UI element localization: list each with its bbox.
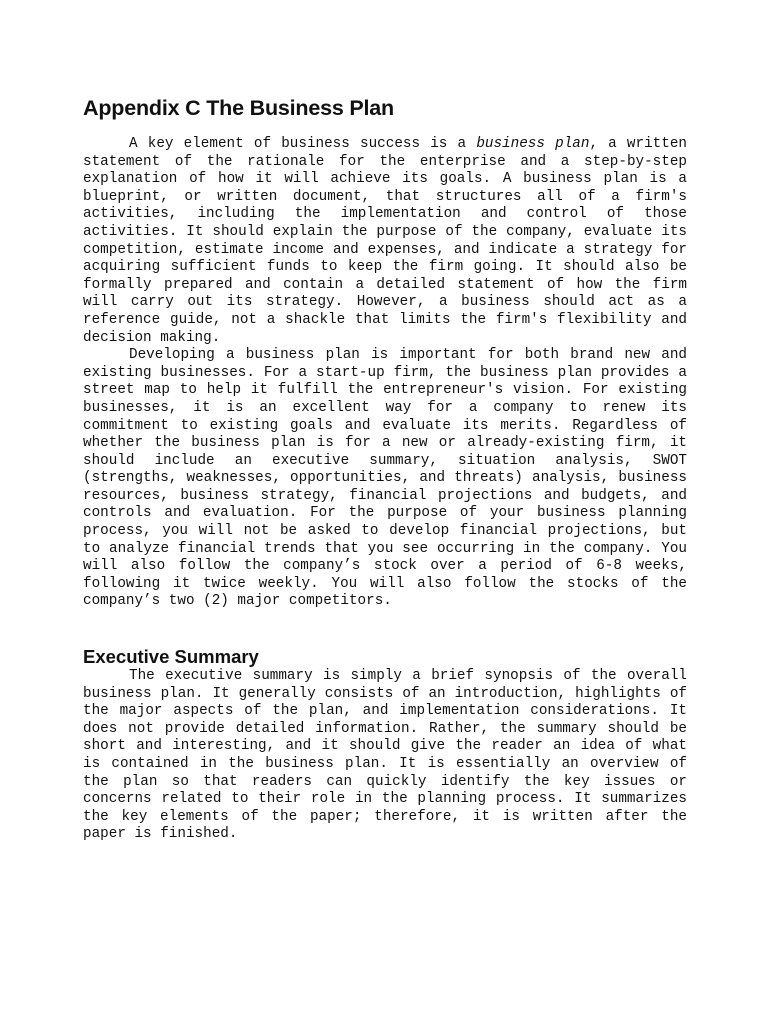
paragraph-text: , a written statement of the rationale for the enterprise and a step-by-step explanation of how it will achieve its goals. A business plan is a blueprint, or written document, that structures all of a firm's activities, including the implementation and control of those activities. It should explain the purpose of the company, evaluate its competition, estimate income and expenses, and indicate a strategy for acquiring sufficient funds to keep the firm going. It should also be formally prepared and contain a detailed statement of how the firm will carry out its strategy. However, a business should act as a reference guide, not a shackle that limits the firm's flexibility and decision making. xyxy=(83,136,687,346)
document-page xyxy=(83,94,687,844)
paragraph-text: A key element of business success is a xyxy=(129,136,477,152)
emphasized-term: business plan xyxy=(476,136,590,152)
section-heading-executive-summary: Executive Summary xyxy=(83,646,259,668)
intro-paragraph-1 xyxy=(83,136,687,347)
executive-summary-paragraph: The executive summary is simply a brief synopsis of the overall business plan. It generally consists of an introduction, highlights of the major aspects of the plan, and implementation considerations. It does not provide detailed information. Rather, the summary should be short and interesting, and it should give the reader an idea of what is contained in the business plan. It is essentially an overview of the plan so that readers can quickly identify the key issues or concerns related to their role in the planning process. It summarizes the key elements of the paper; therefore, it is written after the paper is finished. xyxy=(83,668,687,843)
section-spacer xyxy=(83,611,687,646)
intro-paragraph-2: Developing a business plan is important for both brand new and existing businesses. For a start-up firm, the business plan provides a street map to help it fulfill the entrepreneur's vision. For existing businesses, it is an excellent way for a company to renew its commitment to existing goals and evaluate its merits. Regardless of whether the business plan is for a new or already-existing firm, it should include an executive summary, situation analysis, SWOT (strengths, weaknesses, opportunities, and threats) analysis, business resources, business strategy, financial projections and budgets, and controls and evaluation. For the purpose of your business planning process, you will not be asked to develop financial projections, but to analyze financial trends that you see occurring in the company. You will also follow the company’s stock over a period of 6-8 weeks, following it twice weekly. You will also follow the stocks of the company’s two (2) major competitors. xyxy=(83,347,687,610)
document-title: Appendix C The Business Plan xyxy=(83,96,394,120)
